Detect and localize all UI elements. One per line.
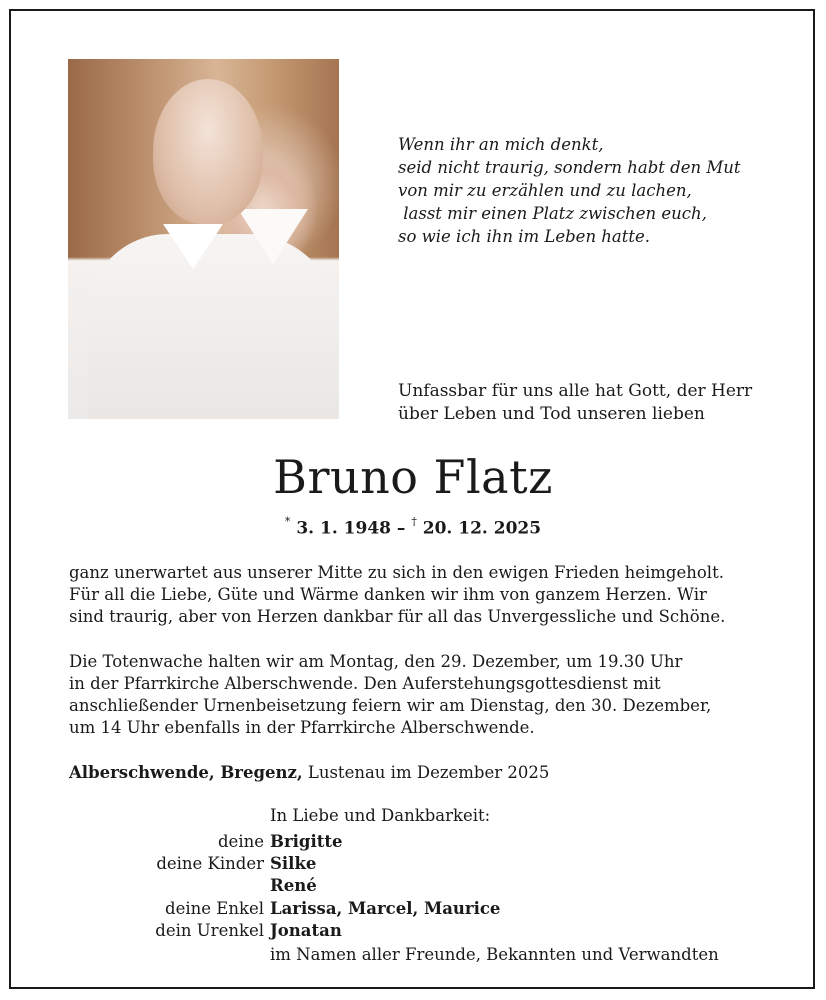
portrait-photo (68, 59, 339, 419)
paragraph-line: um 14 Uhr ebenfalls in der Pfarrkirche Alberschwende. (69, 718, 535, 737)
birth-symbol: * (284, 515, 291, 528)
poem-line: lasst mir einen Platz zwischen euch, (398, 204, 707, 223)
poem (398, 133, 778, 248)
poem-line: Wenn ihr an mich denkt, (398, 135, 604, 154)
poem-line: von mir zu erzählen und zu lachen, (398, 181, 692, 200)
mourner-names: Jonatan (270, 921, 342, 940)
poem-line: so wie ich ihn im Leben hatte. (398, 227, 651, 246)
mourner-relation: deine Enkel (165, 899, 264, 918)
paragraph-line: in der Pfarrkirche Alberschwende. Den Auferstehungsgottesdienst mit (69, 674, 661, 693)
place-and-date (69, 762, 549, 784)
mourner-relation: deine Kinder (156, 854, 264, 873)
birth-date: 3. 1. 1948 (296, 518, 391, 539)
mourner-names: René (270, 876, 317, 895)
funeral-details-paragraph (69, 651, 786, 739)
life-dates (0, 512, 826, 541)
mourners-heading: In Liebe und Dankbarkeit: (270, 806, 491, 825)
intro-line: über Leben und Tod unseren lieben (398, 404, 705, 424)
places-rest: Lustenau im Dezember 2025 (302, 763, 550, 782)
paragraph-line: Für all die Liebe, Güte und Wärme danken wir ihm von ganzem Herzen. Wir (69, 585, 707, 604)
paragraph-line: sind traurig, aber von Herzen dankbar für all das Unvergessliche und Schöne. (69, 607, 726, 626)
places-bold: Alberschwende, Bregenz, (69, 763, 303, 782)
mourner-names: Larissa, Marcel, Maurice (270, 899, 501, 918)
death-symbol: † (411, 515, 417, 528)
paragraph-line: anschließender Urnenbeisetzung feiern wir am Dienstag, den 30. Dezember, (69, 696, 712, 715)
photo-collar-left (163, 224, 223, 269)
mourner-names: Brigitte (270, 832, 343, 851)
mourner-relation: deine (218, 832, 264, 851)
deceased-name: Bruno Flatz (273, 450, 553, 504)
mourner-names: Silke (270, 854, 317, 873)
mourner-relation: dein Urenkel (155, 921, 264, 940)
intro-text (398, 380, 798, 426)
photo-collar-right (238, 209, 308, 264)
mourners-closing: im Namen aller Freunde, Bekannten und Verwandten (270, 945, 719, 964)
date-separator: – (396, 518, 406, 539)
message-paragraph (69, 562, 786, 628)
paragraph-line: ganz unerwartet aus unserer Mitte zu sich in den ewigen Frieden heimgeholt. (69, 563, 724, 582)
death-date: 20. 12. 2025 (422, 518, 542, 539)
photo-head (153, 79, 263, 224)
poem-line: seid nicht traurig, sondern habt den Mut (398, 158, 741, 177)
intro-line: Unfassbar für uns alle hat Gott, der Herr (398, 381, 753, 401)
paragraph-line: Die Totenwache halten wir am Montag, den 29. Dezember, um 19.30 Uhr (69, 652, 683, 671)
